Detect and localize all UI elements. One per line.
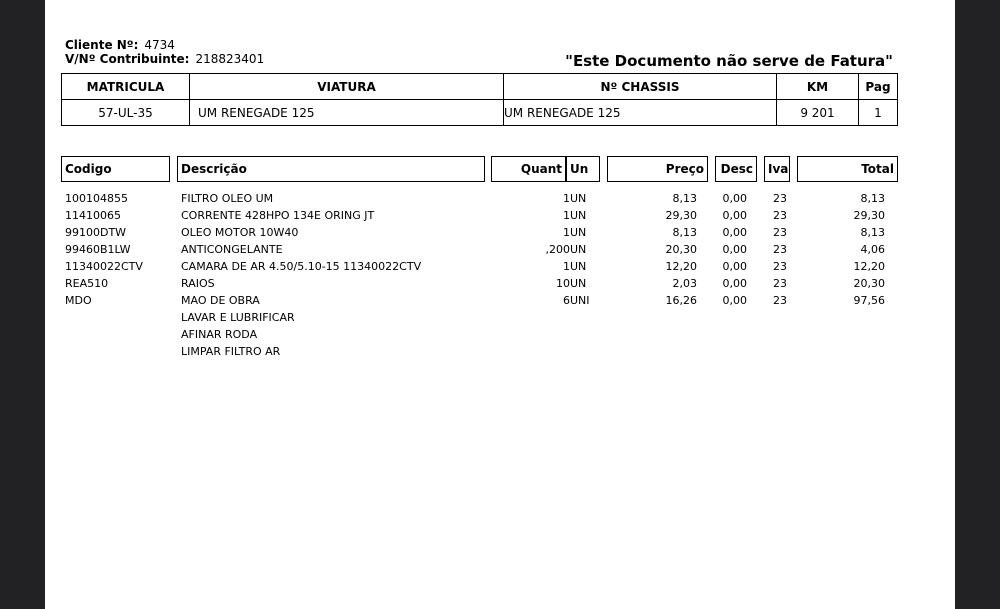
vehicle-header-row xyxy=(62,74,898,100)
item-code: MDO xyxy=(65,294,92,307)
item-total: 12,20 xyxy=(853,260,885,273)
item-unit: UN xyxy=(570,209,587,222)
item-vat: 23 xyxy=(773,192,787,205)
item-code: 100104855 xyxy=(65,192,128,205)
table-row xyxy=(65,294,895,311)
item-description: FILTRO OLEO UM xyxy=(181,192,274,205)
header-chassis: Nº CHASSIS xyxy=(504,74,777,100)
vehicle-data-row xyxy=(62,100,898,126)
header-km: KM xyxy=(777,74,859,100)
vehicle-model: UM RENEGADE 125 xyxy=(190,100,504,126)
item-discount: 0,00 xyxy=(722,277,747,290)
item-price: 20,30 xyxy=(665,243,697,256)
table-row xyxy=(65,226,895,243)
item-unit: UNI xyxy=(570,294,590,307)
client-number-value: 4734 xyxy=(144,38,175,52)
item-vat: 23 xyxy=(773,294,787,307)
header-iva: Iva xyxy=(764,156,790,182)
not-an-invoice-notice: "Este Documento não serve de Fatura" xyxy=(565,52,893,70)
table-row xyxy=(65,243,895,260)
item-vat: 23 xyxy=(773,226,787,239)
vehicle-page: 1 xyxy=(859,100,898,126)
item-quantity: 10 xyxy=(556,277,570,290)
item-total: 8,13 xyxy=(860,226,885,239)
item-discount: 0,00 xyxy=(722,226,747,239)
item-total: 4,06 xyxy=(860,243,885,256)
item-description: OLEO MOTOR 10W40 xyxy=(181,226,299,239)
vehicle-plate: 57-UL-35 xyxy=(62,100,190,126)
vehicle-chassis: UM RENEGADE 125 xyxy=(504,100,777,126)
item-code: 99100DTW xyxy=(65,226,127,239)
item-description: LAVAR E LUBRIFICAR xyxy=(181,311,295,324)
header-codigo: Codigo xyxy=(61,156,170,182)
header-un: Un xyxy=(566,156,600,182)
item-code: REA510 xyxy=(65,277,109,290)
items-list xyxy=(65,192,895,362)
item-quantity: 1 xyxy=(563,226,570,239)
item-description: CAMARA DE AR 4.50/5.10-15 11340022CTV xyxy=(181,260,422,273)
item-quantity: 1 xyxy=(563,209,570,222)
table-row xyxy=(65,345,895,362)
item-description: MAO DE OBRA xyxy=(181,294,260,307)
item-price: 29,30 xyxy=(665,209,697,222)
item-price: 2,03 xyxy=(672,277,697,290)
item-unit: UN xyxy=(570,277,587,290)
item-code: 11410065 xyxy=(65,209,121,222)
item-total: 97,56 xyxy=(853,294,885,307)
vehicle-table xyxy=(61,73,898,126)
table-row xyxy=(65,328,895,345)
item-discount: 0,00 xyxy=(722,209,747,222)
header-descricao: Descrição xyxy=(177,156,485,182)
taxpayer-number-label: V/Nº Contribuinte: xyxy=(65,52,190,66)
item-price: 8,13 xyxy=(672,192,697,205)
table-row xyxy=(65,260,895,277)
client-info xyxy=(65,38,264,66)
item-unit: UN xyxy=(570,243,587,256)
item-description: LIMPAR FILTRO AR xyxy=(181,345,281,358)
item-total: 29,30 xyxy=(853,209,885,222)
table-row xyxy=(65,277,895,294)
item-price: 8,13 xyxy=(672,226,697,239)
item-description: ANTICONGELANTE xyxy=(181,243,283,256)
table-row xyxy=(65,311,895,328)
item-discount: 0,00 xyxy=(722,192,747,205)
document-page xyxy=(45,0,955,609)
item-vat: 23 xyxy=(773,260,787,273)
taxpayer-number-value: 218823401 xyxy=(195,52,265,66)
header-total: Total xyxy=(797,156,898,182)
client-number-label: Cliente Nº: xyxy=(65,38,139,52)
header-preco: Preço xyxy=(607,156,708,182)
item-total: 20,30 xyxy=(853,277,885,290)
item-description: CORRENTE 428HPO 134E ORING JT xyxy=(181,209,375,222)
item-discount: 0,00 xyxy=(722,260,747,273)
table-row xyxy=(65,209,895,226)
header-matricula: MATRICULA xyxy=(62,74,190,100)
item-discount: 0,00 xyxy=(722,243,747,256)
table-row xyxy=(65,192,895,209)
item-price: 16,26 xyxy=(665,294,697,307)
header-pag: Pag xyxy=(859,74,898,100)
header-desc: Desc xyxy=(715,156,757,182)
item-quantity: 1 xyxy=(563,192,570,205)
item-description: RAIOS xyxy=(181,277,215,290)
item-quantity: ,200 xyxy=(545,243,570,256)
item-unit: UN xyxy=(570,260,587,273)
vehicle-km: 9 201 xyxy=(777,100,859,126)
item-total: 8,13 xyxy=(860,192,885,205)
item-quantity: 1 xyxy=(563,260,570,273)
item-unit: UN xyxy=(570,192,587,205)
item-vat: 23 xyxy=(773,209,787,222)
header-viatura: VIATURA xyxy=(190,74,504,100)
item-price: 12,20 xyxy=(665,260,697,273)
item-code: 11340022CTV xyxy=(65,260,143,273)
item-description: AFINAR RODA xyxy=(181,328,258,341)
item-code: 99460B1LW xyxy=(65,243,131,256)
item-unit: UN xyxy=(570,226,587,239)
item-quantity: 6 xyxy=(563,294,570,307)
item-vat: 23 xyxy=(773,243,787,256)
item-vat: 23 xyxy=(773,277,787,290)
header-quant: Quant xyxy=(491,156,566,182)
item-discount: 0,00 xyxy=(722,294,747,307)
